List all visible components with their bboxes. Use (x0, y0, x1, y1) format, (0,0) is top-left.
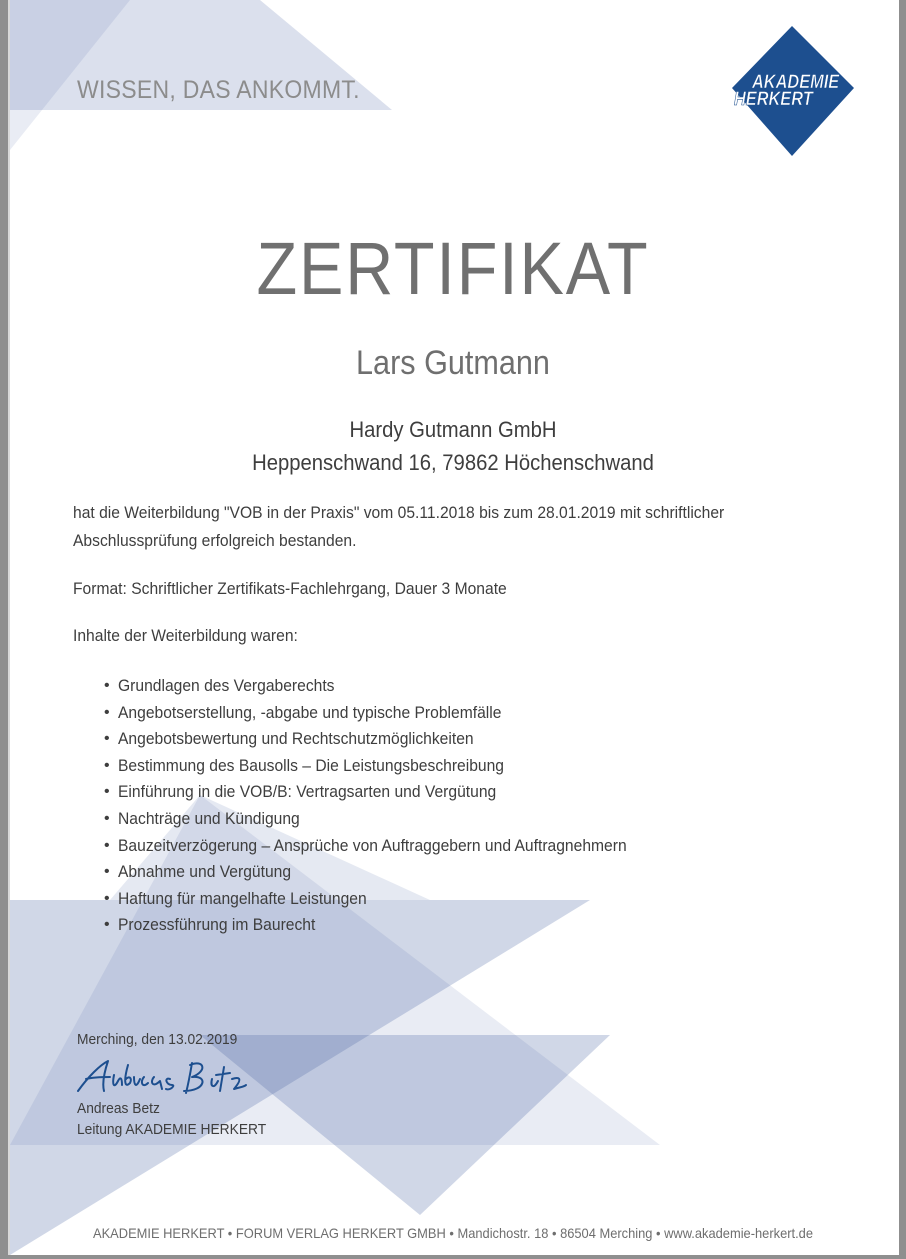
logo-text-line1: AKADEMIE (752, 72, 840, 93)
bullet-icon: • (104, 836, 110, 854)
logo-text-line2: HERKERT (734, 89, 813, 110)
bullet-icon: • (104, 916, 110, 934)
bullet-icon: • (104, 677, 110, 694)
topic-text: Prozessführung im Baurecht (118, 915, 316, 935)
signer-role: Leitung AKADEMIE HERKERT (77, 1121, 267, 1138)
bullet-icon: • (104, 730, 110, 748)
bullet-icon: • (104, 703, 110, 721)
recipient-address: Heppenschwand 16, 79862 Höchenschwand (252, 450, 654, 475)
bullet-icon: • (104, 863, 110, 881)
topic-text: Grundlagen des Vergaberechts (118, 676, 335, 695)
certificate-title: ZERTIFIKAT (256, 227, 650, 310)
topic-text: Einführung in die VOB/B: Vertragsarten und Vergütung (118, 782, 497, 802)
completion-paragraph-line2: Abschlussprüfung erfolgreich bestanden. (73, 531, 357, 550)
place-and-date: Merching, den 13.02.2019 (77, 1031, 238, 1048)
recipient-company: Hardy Gutmann GmbH (349, 417, 557, 442)
bottom-frame-border (0, 1255, 906, 1259)
topic-text: Angebotsbewertung und Rechtschutzmöglichkeiten (118, 729, 474, 749)
akademie-herkert-logo (732, 26, 854, 156)
topic-text: Angebotserstellung, -abgabe und typische Problemfälle (118, 702, 502, 722)
completion-paragraph (73, 499, 873, 555)
completion-paragraph-line1: hat die Weiterbildung "VOB in der Praxis" vom 05.11.2018 bis zum 28.01.2019 mit schriftlicher (73, 503, 725, 522)
course-format: Format: Schriftlicher Zertifikats-Fachlehrgang, Dauer 3 Monate (73, 579, 507, 598)
topic-text: Bauzeitverzögerung – Ansprüche von Auftraggebern und Auftragnehmern (118, 835, 627, 855)
tagline: WISSEN, DAS ANKOMMT. (77, 76, 360, 104)
bullet-icon: • (104, 783, 110, 801)
footer-address: AKADEMIE HERKERT • FORUM VERLAG HERKERT GMBH • Mandichostr. 18 • 86504 Merching • www.akademie-herkert.de (92, 1225, 814, 1241)
contents-intro: Inhalte der Weiterbildung waren: (73, 626, 298, 645)
topic-text: Nachträge und Kündigung (118, 808, 300, 828)
left-frame-border (0, 0, 8, 1259)
topic-text: Haftung für mangelhafte Leistungen (118, 888, 367, 908)
recipient-name: Lars Gutmann (356, 344, 550, 382)
bullet-icon: • (104, 889, 110, 907)
left-frame-inner-border (8, 0, 10, 1259)
handwritten-signature (74, 1055, 249, 1100)
bullet-icon: • (104, 809, 110, 827)
bullet-icon: • (104, 756, 110, 774)
signer-name: Andreas Betz (77, 1100, 160, 1117)
topic-text: Bestimmung des Bausolls – Die Leistungsbeschreibung (118, 755, 505, 775)
right-frame-border (899, 0, 906, 1259)
topic-text: Abnahme und Vergütung (118, 862, 292, 882)
